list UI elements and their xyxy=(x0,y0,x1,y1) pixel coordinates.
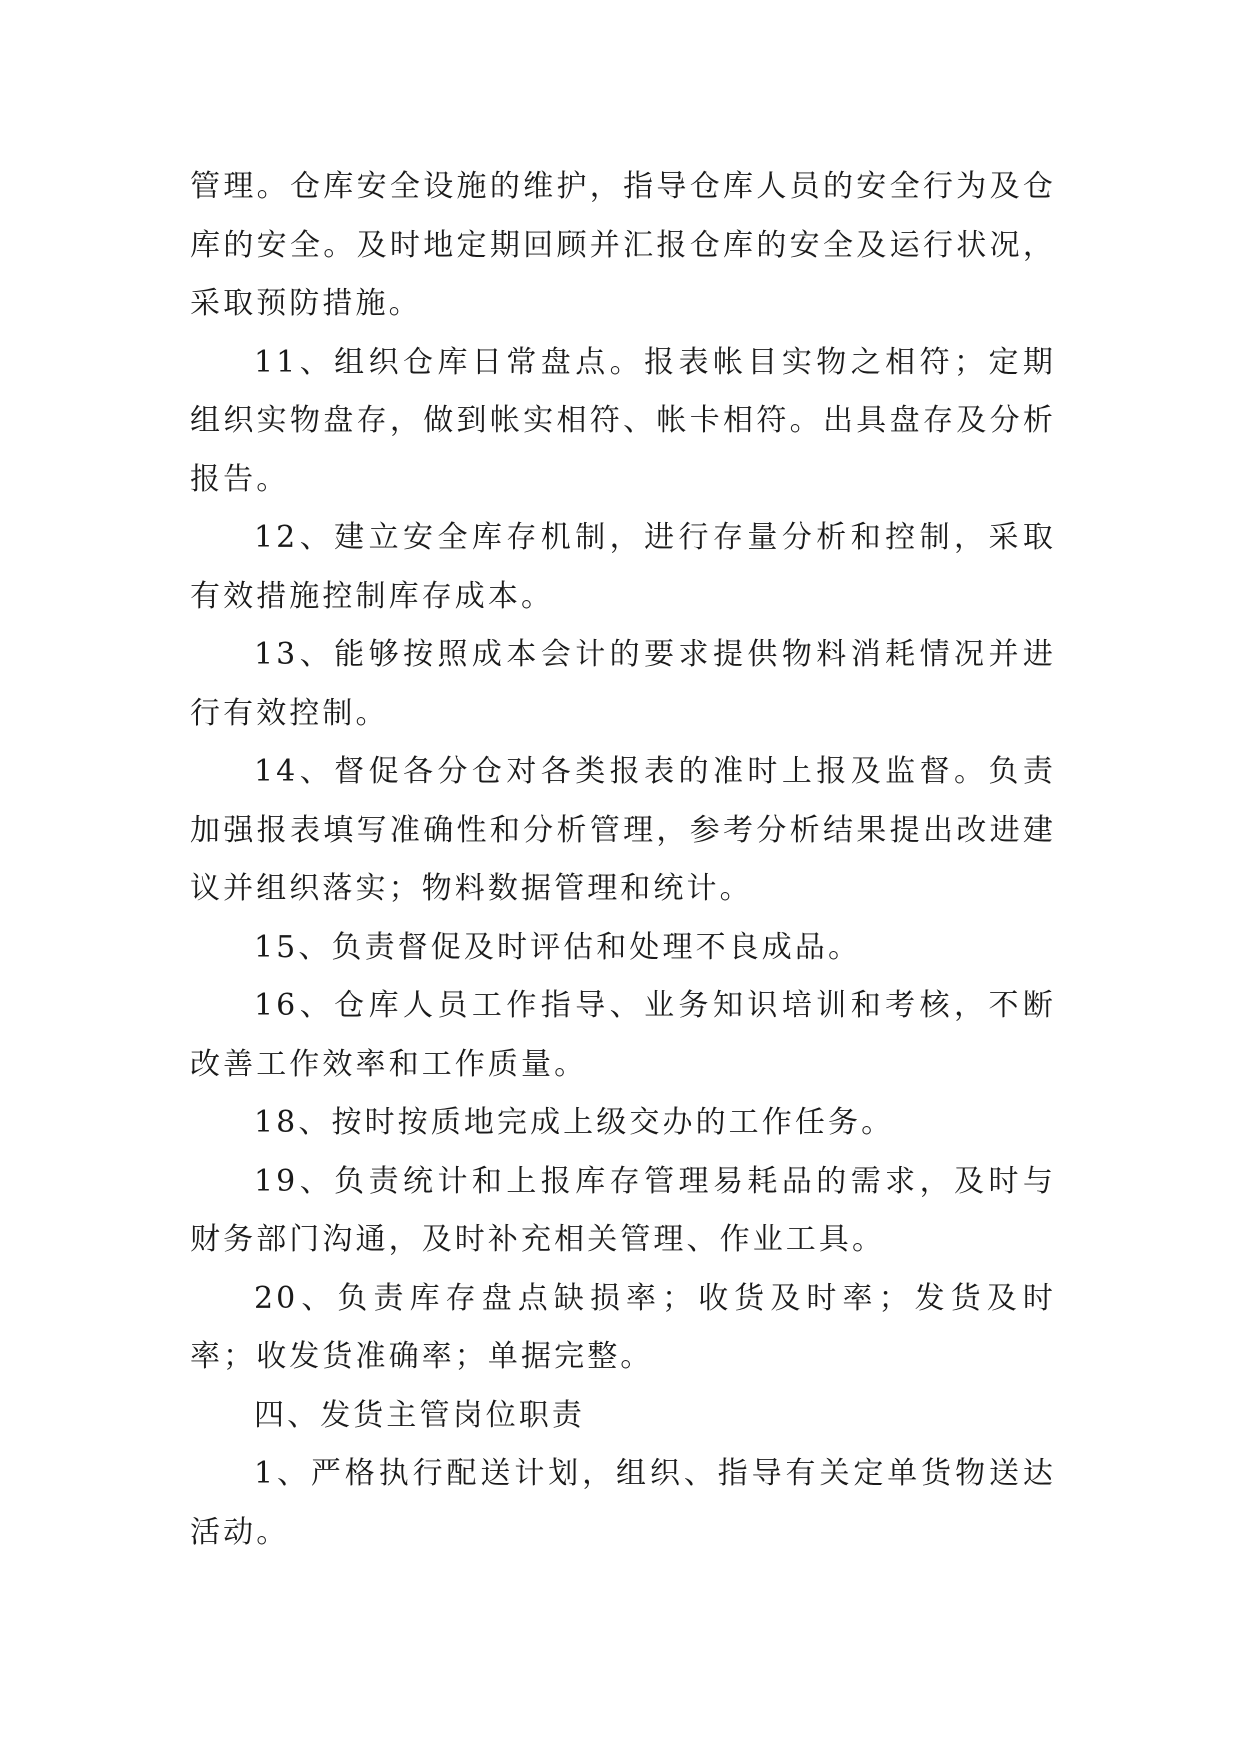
paragraph-item-12: 12、建立安全库存机制，进行存量分析和控制，采取有效措施控制库存成本。 xyxy=(190,520,1056,614)
paragraph-shipping-item-1: 1、严格执行配送计划，组织、指导有关定单货物送达活动。 xyxy=(190,1456,1056,1550)
paragraph-item-18: 18、按时按质地完成上级交办的工作任务。 xyxy=(254,1105,895,1140)
paragraph-item-13: 13、能够按照成本会计的要求提供物料消耗情况并进行有效控制。 xyxy=(190,637,1056,731)
paragraph-item-11: 11、组织仓库日常盘点。报表帐目实物之相符；定期组织实物盘存，做到帐实相符、帐卡相符。出具盘存及分析报告。 xyxy=(190,344,1056,497)
paragraph-warehouse-safety: 管理。仓库安全设施的维护，指导仓库人员的安全行为及仓库的安全。及时地定期回顾并汇报仓库的安全及运行状况，采取预防措施。 xyxy=(190,169,1056,321)
paragraph-item-15: 15、负责督促及时评估和处理不良成品。 xyxy=(254,929,862,965)
paragraph-item-16: 16、仓库人员工作指导、业务知识培训和考核，不断改善工作效率和工作质量。 xyxy=(190,988,1056,1082)
document-body xyxy=(190,158,1056,1562)
paragraph-item-20: 20、负责库存盘点缺损率；收货及时率；发货及时率；收发货准确率；单据完整。 xyxy=(190,1280,1056,1374)
section-heading-shipping-supervisor: 四、发货主管岗位职责 xyxy=(254,1397,585,1433)
paragraph-item-19: 19、负责统计和上报库存管理易耗品的需求，及时与财务部门沟通，及时补充相关管理、作业工具。 xyxy=(190,1163,1056,1257)
paragraph-item-14: 14、督促各分仓对各类报表的准时上报及监督。负责加强报表填写准确性和分析管理，参考分析结果提出改进建议并组织落实；物料数据管理和统计。 xyxy=(190,754,1056,906)
